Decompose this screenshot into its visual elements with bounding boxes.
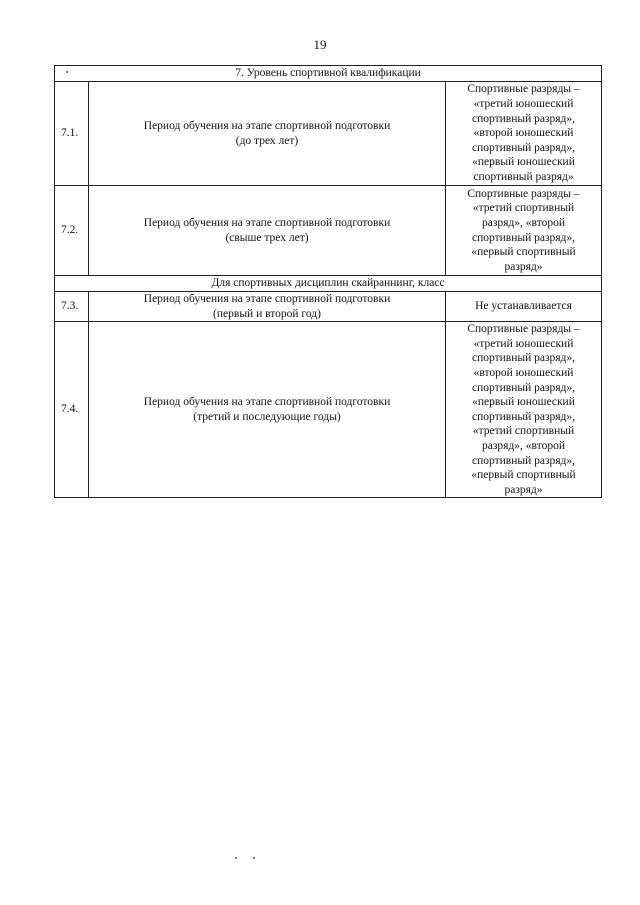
subsection-title: Для спортивных дисциплин скайраннинг, класс xyxy=(55,276,602,292)
period-cell: Период обучения на этапе спортивной подготовки (третий и последующие годы) xyxy=(89,322,446,498)
subsection-header-row xyxy=(55,276,602,292)
ranks-cell: Не устанавливается xyxy=(446,292,602,322)
row-number: 7.3. xyxy=(55,292,89,322)
ranks-cell: Спортивные разряды – «третий юношеский спортивный разряд», «второй юношеский спортивный разряд», «первый юношеский спортивный разряд», «третий спортивный разряд», «второй спортивный разряд», «первый спортивный разряд» xyxy=(446,322,602,498)
ranks-cell: Спортивные разряды – «третий юношеский спортивный разряд», «второй юношеский спортивный разряд», «первый юношеский спортивный разряд» xyxy=(446,82,602,186)
row-number: 7.2. xyxy=(55,186,89,276)
period-cell: Период обучения на этапе спортивной подготовки (первый и второй год) xyxy=(89,292,446,322)
section-header-row xyxy=(55,66,602,82)
period-cell: Период обучения на этапе спортивной подготовки (свыше трех лет) xyxy=(89,186,446,276)
table-row xyxy=(55,82,602,186)
period-cell: Период обучения на этапе спортивной подготовки (до трех лет) xyxy=(89,82,446,186)
page-number: 19 xyxy=(313,37,327,52)
scan-speck xyxy=(253,857,255,859)
table-row xyxy=(55,292,602,322)
table-row xyxy=(55,186,602,276)
row-number: 7.1. xyxy=(55,82,89,186)
scan-speck xyxy=(235,857,237,859)
ranks-cell: Спортивные разряды – «третий спортивный разряд», «второй спортивный разряд», «первый спортивный разряд» xyxy=(446,186,602,276)
qualification-table xyxy=(54,65,602,498)
section-title: 7. Уровень спортивной квалификации xyxy=(55,66,602,82)
table-row xyxy=(55,322,602,498)
row-number: 7.4. xyxy=(55,322,89,498)
